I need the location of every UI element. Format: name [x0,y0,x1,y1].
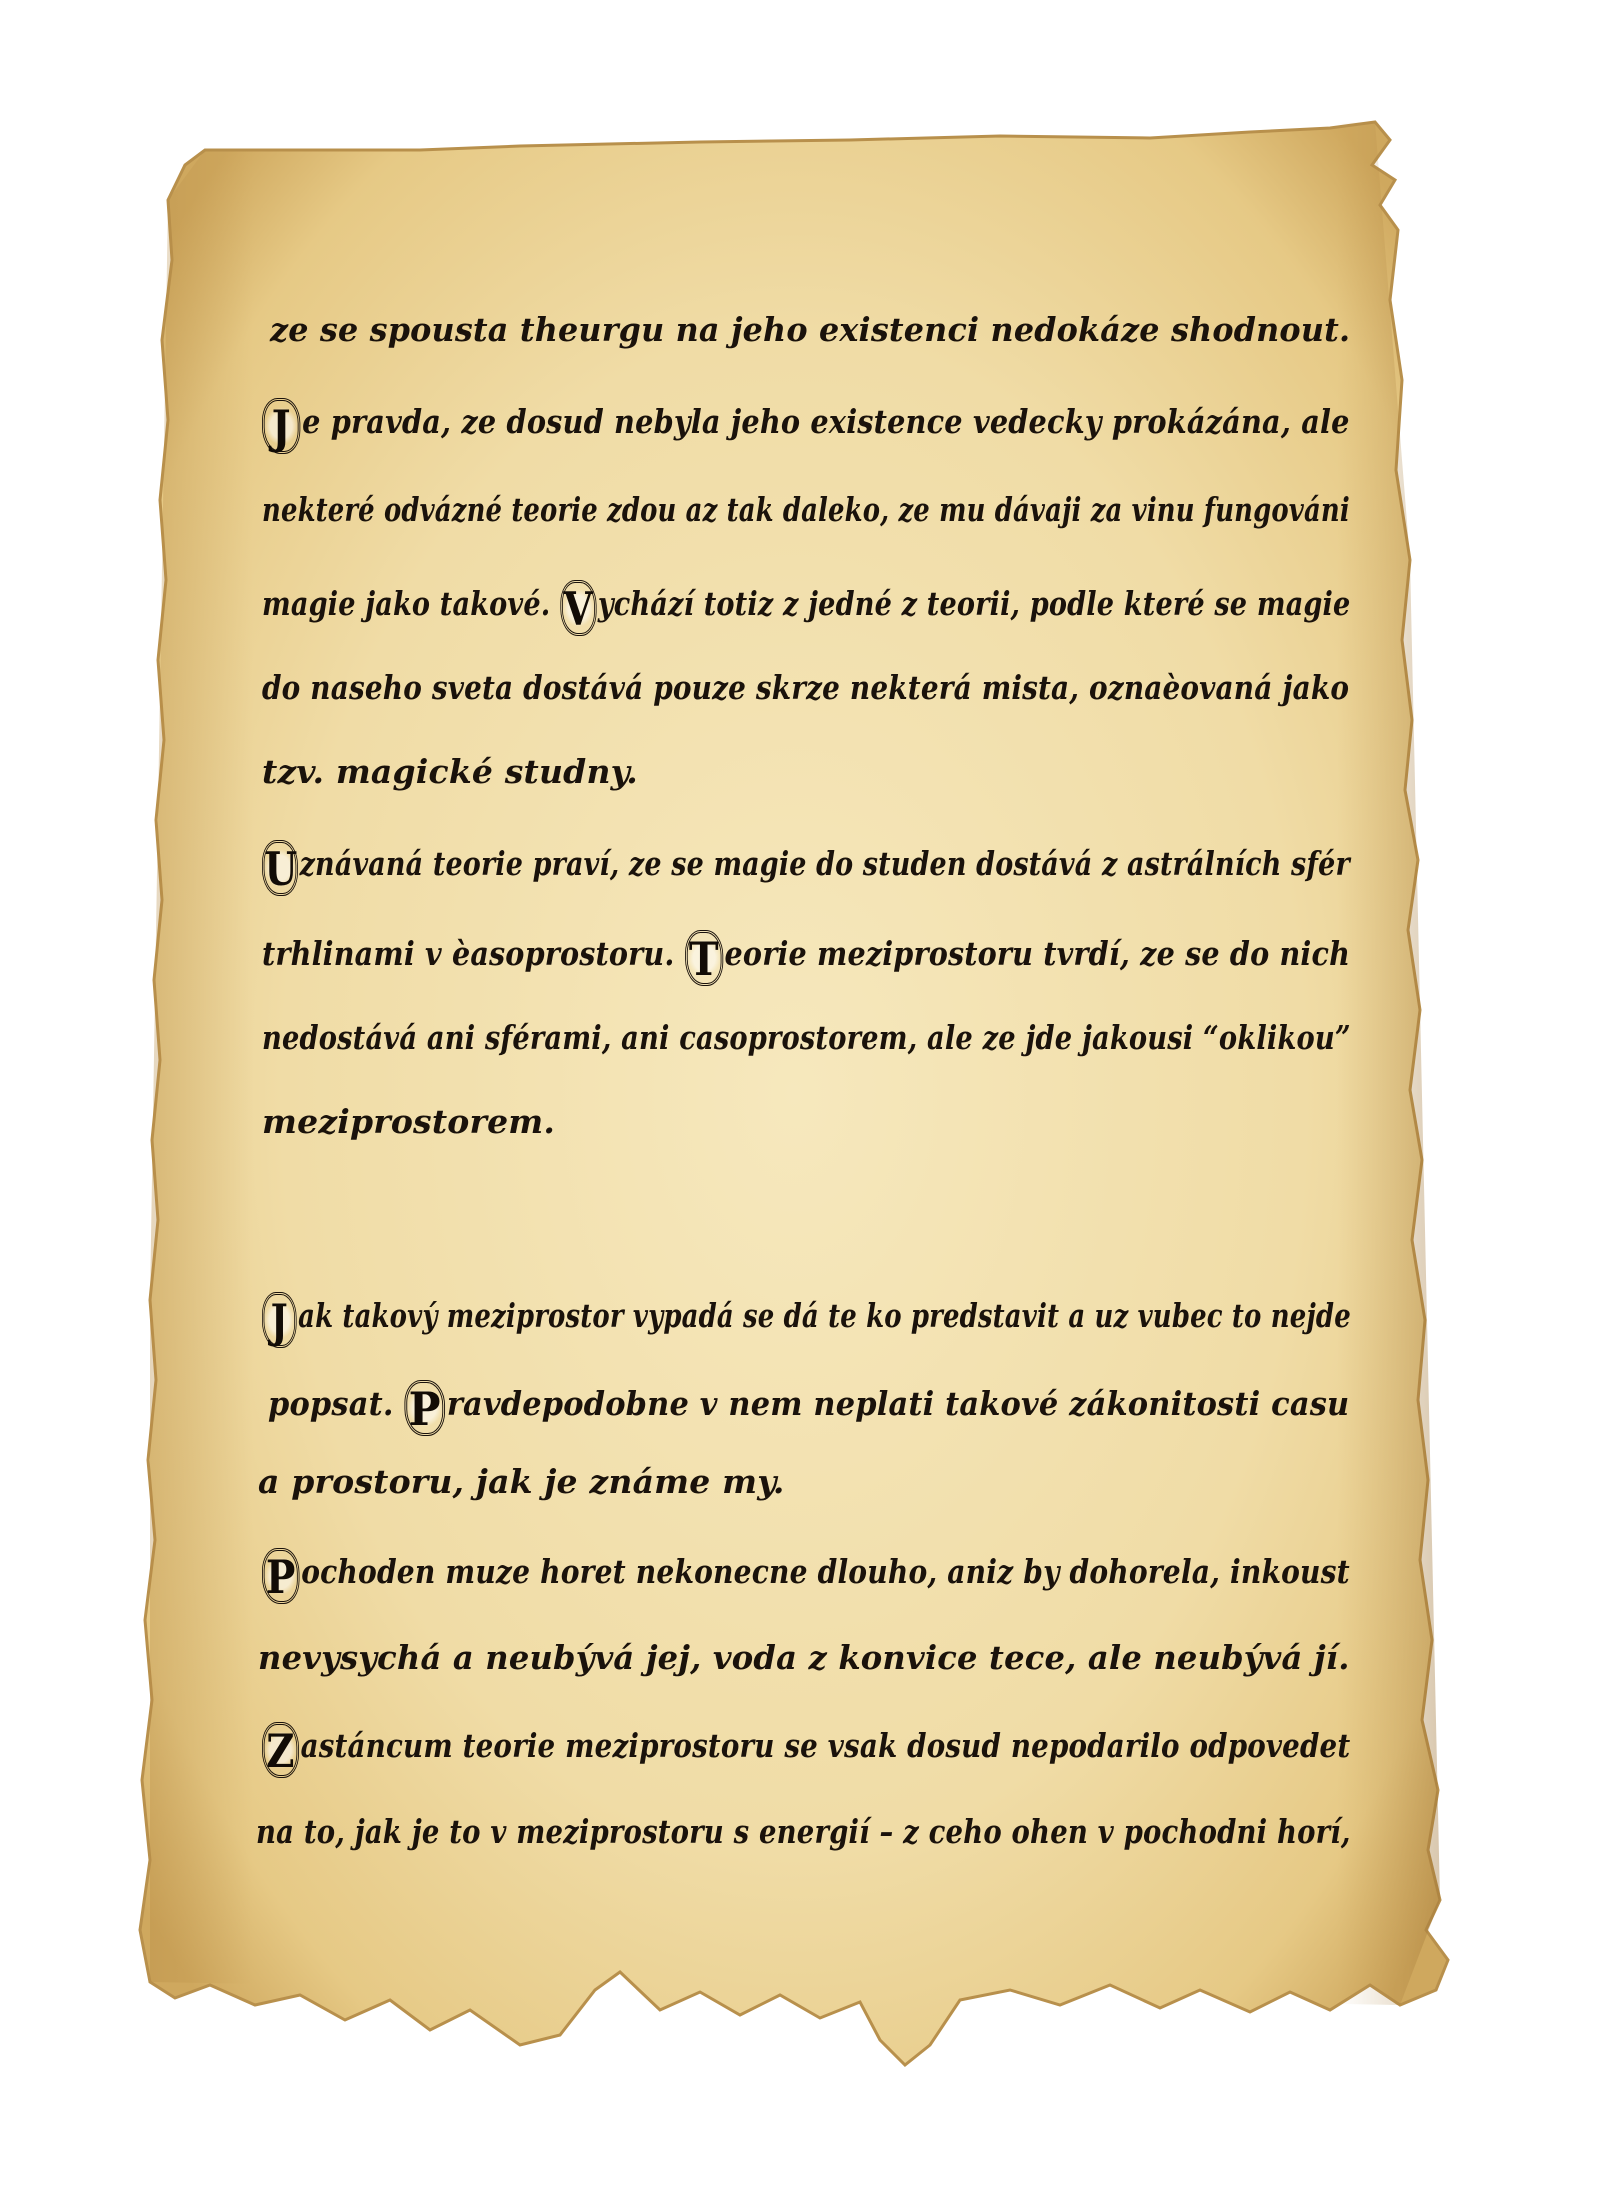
line-text: nedostává ani sférami, ani casoprostorem, ale ze jde jakousi “oklikou” [262,1018,1351,1057]
line-text: e pravda, ze dosud nebyla jeho existence vedecky prokázána, ale [302,402,1350,441]
text-line-17 [256,1812,1351,1852]
drop-cap: P [262,1548,299,1604]
drop-cap: U [262,840,298,896]
line-text: trhlinami v èasoprostoru. [262,934,685,973]
line-text: ochoden muze horet nekonecne dlouho, aniz by dohorela, inkoust [301,1552,1350,1591]
text-line-8 [262,930,1350,986]
text-line-3 [262,490,1350,530]
line-text: nevysychá a neubývá jej, voda z konvice tece, ale neubývá jí. [258,1638,1350,1677]
line-text: astáncum teorie meziprostoru se vsak dosud nepodarilo odpovedet [300,1726,1351,1765]
text-line-11 [262,1292,1351,1348]
drop-cap: T [685,930,723,986]
line-text: ze se spousta theurgu na jeho existenci nedokáze shodnout. [270,310,1351,349]
line-text: meziprostorem. [262,1102,556,1141]
drop-cap: P [404,1380,445,1436]
text-line-4 [262,580,1350,636]
text-line-7 [262,840,1350,896]
text-line-13 [258,1462,785,1502]
line-text: a prostoru, jak je známe my. [258,1462,785,1501]
line-text: eorie meziprostoru tvrdí, ze se do nich [724,934,1351,973]
text-line-9 [262,1018,1351,1058]
text-line-15 [258,1638,1350,1678]
text-line-10 [262,1102,555,1142]
line-text: magie jako takové. [262,584,561,623]
text-line-1 [270,310,1350,350]
text-line-5 [262,668,1349,708]
drop-cap: J [262,1292,297,1348]
line-text: znávaná teorie praví, ze se magie do studen dostává z astrálních sfér [299,844,1350,883]
line-text: do naseho sveta dostává pouze skrze nekterá mista, oznaèovaná jako [262,668,1350,707]
drop-cap: Z [262,1722,299,1778]
line-text: ychází totiz z jedné z teorii, podle které se magie [597,584,1351,623]
line-text: tzv. magické studny. [262,752,638,791]
text-line-6 [262,752,638,792]
line-text: popsat. [268,1384,405,1423]
line-text: na to, jak je to v meziprostoru s energií – z ceho ohen v pochodni horí, [256,1812,1351,1851]
text-line-2 [262,398,1350,454]
text-line-16 [262,1722,1350,1778]
text-line-12 [268,1380,1349,1436]
text-line-14 [262,1548,1350,1604]
line-text: ravdepodobne v nem neplati takové zákonitosti casu [446,1384,1350,1423]
line-text: nekteré odvázné teorie zdou az tak daleko, ze mu dávaji za vinu fungováni [262,490,1350,529]
line-text: ak takový meziprostor vypadá se dá te ko predstavit a uz vubec to nejde [298,1296,1351,1335]
drop-cap: J [262,398,300,454]
drop-cap: V [560,580,596,636]
